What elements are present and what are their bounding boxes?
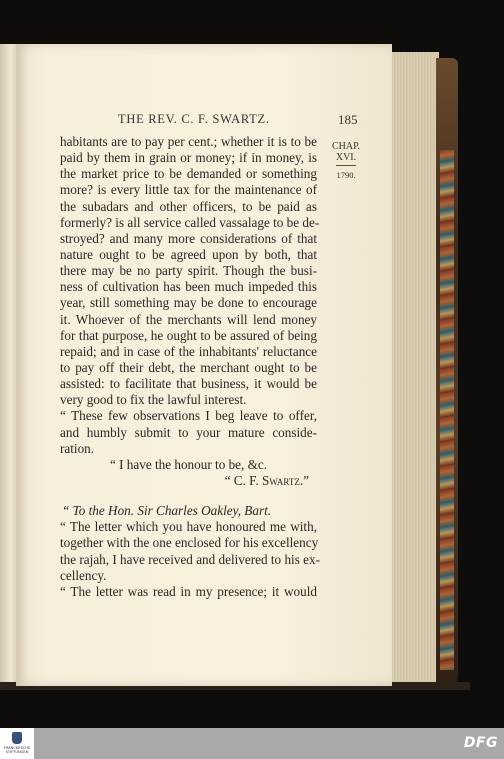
marbled-edge <box>440 150 454 670</box>
text-line: together with the one enclosed for his excellency <box>60 535 319 551</box>
text-line: year, still something may be done to encourage <box>60 295 317 311</box>
text-line: repaid; and in case of the inhabitants' reluctance <box>60 343 317 359</box>
section-gap <box>60 489 317 503</box>
text-line: nature ought to be agreed upon by both, that <box>60 246 317 262</box>
signature-suffix: ” <box>303 472 309 488</box>
text-line: “ The letter was read in my presence; it would <box>60 583 317 599</box>
text-line: the market price to be demanded or something <box>60 166 317 182</box>
text-line: the subadars and other officers, to be paid as <box>60 198 317 214</box>
text-line: formerly? is all service called vassalage to be de- <box>60 214 320 230</box>
margin-note <box>326 141 366 181</box>
signature-line <box>60 473 317 489</box>
margin-rule <box>336 165 356 166</box>
text-line: ration. <box>60 440 95 456</box>
signature-name: Swartz. <box>262 472 304 488</box>
text-line: ness of cultivation has been much impeded this <box>60 279 317 295</box>
building-icon <box>12 732 22 744</box>
text-line: habitants are to pay per cent.; whether it is to be <box>60 134 317 149</box>
text-line: the rajah, I have received and delivered to his ex- <box>60 551 320 567</box>
closing-line: “ I have the honour to be, &c. <box>109 456 268 472</box>
text-line: stroyed? and many more considerations of that <box>60 230 317 246</box>
text-line: and humbly submit to your mature conside- <box>60 424 317 440</box>
running-head: THE REV. C. F. SWARTZ. <box>118 112 270 126</box>
body-text <box>60 134 320 600</box>
text-line: paid by them in grain or money; if in money, is <box>60 150 317 166</box>
margin-year: 1790. <box>336 170 356 180</box>
text-line: assisted: to facilitate that business, it would be <box>60 376 317 392</box>
text-line: more? is every little tax for the maintenance of <box>60 182 317 198</box>
margin-chap-number: XVI. <box>335 152 357 163</box>
logo-text: FRANCKESCHE STIFTUNGEN <box>3 746 31 754</box>
margin-chap: CHAP. <box>331 141 361 152</box>
dfg-logo[interactable]: DFG <box>463 735 498 751</box>
text-line: cellency. <box>60 567 107 583</box>
letter-heading: “ To the Hon. Sir Charles Oakley, Bart. <box>62 503 272 519</box>
text-line: there may be no party spirit. Though the busi- <box>60 263 317 279</box>
text-line: “ The letter which you have honoured me with, <box>60 519 317 535</box>
page-number: 185 <box>338 112 358 127</box>
text-line: for that purpose, he ought to be assured of being <box>60 327 317 343</box>
text-line: very good to fix the lawful interest. <box>60 392 247 408</box>
text-line: to pay off their debt, the merchant ought to be <box>60 359 317 375</box>
signature-prefix: “ C. F. <box>224 472 263 488</box>
text-line: “ These few observations I beg leave to offer, <box>60 408 317 424</box>
institution-logo[interactable] <box>0 728 34 759</box>
text-line: it. Whoever of the merchants will lend money <box>60 311 317 327</box>
page-stack-edge <box>390 52 439 686</box>
viewer-footer-bar <box>0 728 504 759</box>
